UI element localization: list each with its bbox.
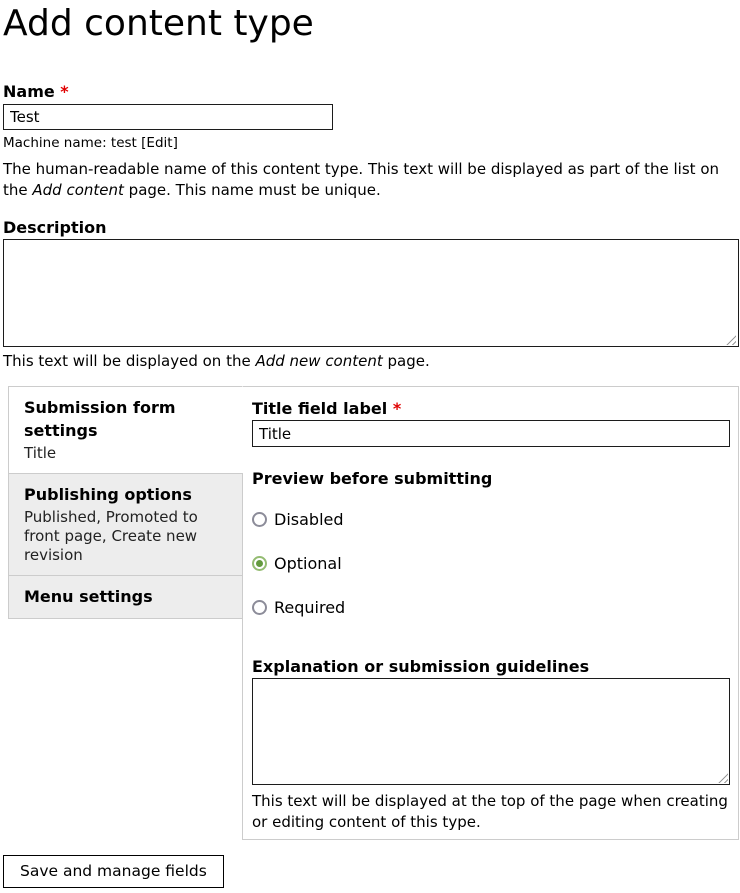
vertical-tab-publishing-options[interactable] — [8, 473, 243, 575]
page-title: Add content type — [3, 3, 314, 44]
radio-label: Required — [274, 598, 346, 617]
vertical-tab-title: Publishing options — [24, 485, 192, 504]
name-input[interactable] — [3, 104, 333, 130]
name-label-text: Name — [3, 82, 55, 101]
explanation-textarea[interactable] — [252, 678, 730, 785]
explanation-help-text: This text will be displayed at the top of the page when creating or editing content of this type. — [252, 792, 728, 831]
radio-option-optional[interactable] — [252, 554, 730, 573]
explanation-field-group — [252, 657, 730, 833]
required-marker: * — [392, 399, 402, 418]
machine-name — [3, 135, 738, 151]
description-label: Description — [3, 218, 107, 237]
preview-group-label: Preview before submitting — [252, 469, 493, 488]
machine-name-text: Machine name: test — [3, 135, 137, 151]
title-field-label-text: Title field label — [252, 399, 388, 418]
radio-icon[interactable] — [252, 600, 267, 615]
description-textarea[interactable] — [3, 239, 739, 347]
radio-label: Disabled — [274, 510, 344, 529]
radio-option-required[interactable] — [252, 598, 730, 617]
vertical-tab-title: Menu settings — [24, 587, 153, 606]
title-field-label — [252, 399, 730, 418]
description-field-group — [3, 218, 738, 372]
description-help-italic: Add new content — [255, 352, 383, 370]
name-help-suffix: page. This name must be unique. — [123, 181, 381, 199]
name-help-italic: Add content — [32, 181, 124, 199]
title-field-input[interactable] — [252, 420, 730, 447]
vertical-tab-summary: Published, Promoted to front page, Create new revision — [24, 508, 198, 564]
required-marker: * — [60, 82, 69, 101]
description-help-suffix: page. — [382, 352, 430, 370]
vertical-tabs-list — [8, 386, 243, 840]
preview-before-submitting-group — [252, 469, 730, 617]
vertical-tab-menu-settings[interactable] — [8, 575, 243, 619]
radio-icon[interactable] — [252, 512, 267, 527]
vertical-tab-title: Submission form settings — [24, 398, 176, 440]
radio-label: Optional — [274, 554, 342, 573]
name-field-group — [3, 82, 738, 201]
save-and-manage-fields-button[interactable]: Save and manage fields — [3, 855, 224, 888]
name-label — [3, 82, 738, 101]
radio-option-disabled[interactable] — [252, 510, 730, 529]
explanation-label: Explanation or submission guidelines — [252, 657, 590, 676]
title-field-label-group — [252, 399, 730, 447]
vertical-tabs-fieldset — [8, 386, 738, 840]
machine-name-edit-link[interactable]: [Edit] — [141, 135, 178, 151]
vertical-tab-summary: Title — [24, 444, 57, 462]
vertical-tab-submission-form-settings[interactable] — [8, 386, 243, 473]
vertical-tabs-pane — [242, 386, 739, 840]
description-help-text — [3, 351, 738, 372]
name-help-prefix: The human-readable name of this content type. This text will be displayed as part of the list on the — [3, 160, 720, 199]
radio-checked-icon[interactable] — [252, 556, 267, 571]
description-help-prefix: This text will be displayed on the — [3, 352, 256, 370]
name-help-text — [3, 159, 738, 201]
